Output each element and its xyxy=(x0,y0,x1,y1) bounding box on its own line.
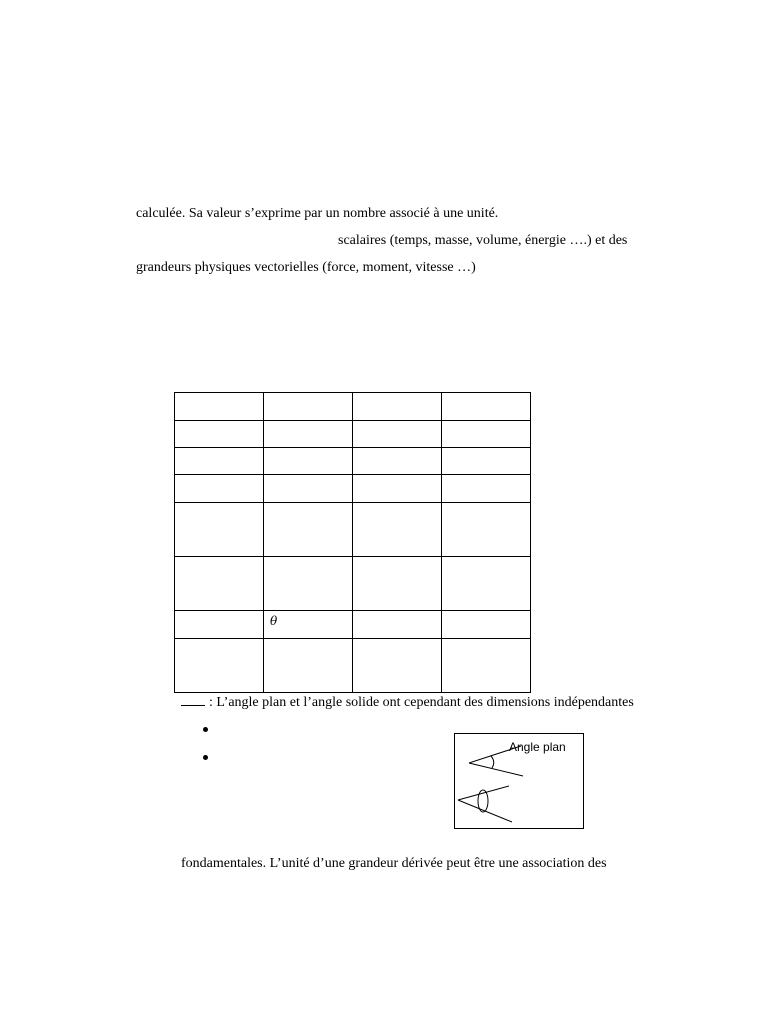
table-cell xyxy=(442,475,531,503)
table-cell xyxy=(442,393,531,421)
table-row xyxy=(175,448,531,475)
table-cell xyxy=(175,475,264,503)
blank-underline xyxy=(181,693,205,706)
table-cell xyxy=(353,557,442,611)
note-line xyxy=(181,693,634,712)
table-cell xyxy=(175,421,264,448)
table-row xyxy=(175,475,531,503)
table-cell xyxy=(353,393,442,421)
table-cell xyxy=(264,475,353,503)
footer-line: fondamentales. L’unité d’une grandeur dérivée peut être une association des xyxy=(181,856,607,871)
table-cell xyxy=(264,393,353,421)
table-cell xyxy=(353,503,442,557)
note-text: : L’angle plan et l’angle solide ont cependant des dimensions indépendantes xyxy=(209,695,634,710)
table-cell xyxy=(175,639,264,693)
table-cell xyxy=(175,393,264,421)
paragraph-line-2: scalaires (temps, masse, volume, énergie ….) et des xyxy=(338,233,628,248)
quantities-table xyxy=(174,392,531,693)
table-cell xyxy=(264,503,353,557)
table-cell xyxy=(442,611,531,639)
table-row xyxy=(175,421,531,448)
paragraph-line-1: calculée. Sa valeur s’exprime par un nombre associé à une unité. xyxy=(136,206,499,221)
table-cell xyxy=(175,611,264,639)
table-cell xyxy=(353,448,442,475)
bullet-point-2 xyxy=(203,755,208,760)
table-cell xyxy=(442,421,531,448)
paragraph-line-3: grandeurs physiques vectorielles (force, moment, vitesse …) xyxy=(136,260,476,275)
angle-figure xyxy=(454,733,584,829)
table-cell xyxy=(353,475,442,503)
table-cell xyxy=(353,421,442,448)
table-row xyxy=(175,393,531,421)
table-cell xyxy=(264,639,353,693)
table-cell xyxy=(442,557,531,611)
table-row xyxy=(175,639,531,693)
table-cell xyxy=(175,503,264,557)
figure-label: Angle plan xyxy=(509,740,566,754)
table-cell xyxy=(175,557,264,611)
table-cell xyxy=(353,611,442,639)
table-cell xyxy=(264,448,353,475)
table-cell xyxy=(442,639,531,693)
theta-symbol: θ xyxy=(264,611,353,639)
table-row xyxy=(175,503,531,557)
table-cell xyxy=(264,557,353,611)
table-cell xyxy=(442,448,531,475)
table-cell xyxy=(353,639,442,693)
table-row xyxy=(175,557,531,611)
bullet-point-1 xyxy=(203,727,208,732)
table-row xyxy=(175,611,531,639)
table-cell xyxy=(264,421,353,448)
table-cell xyxy=(442,503,531,557)
table-cell xyxy=(175,448,264,475)
